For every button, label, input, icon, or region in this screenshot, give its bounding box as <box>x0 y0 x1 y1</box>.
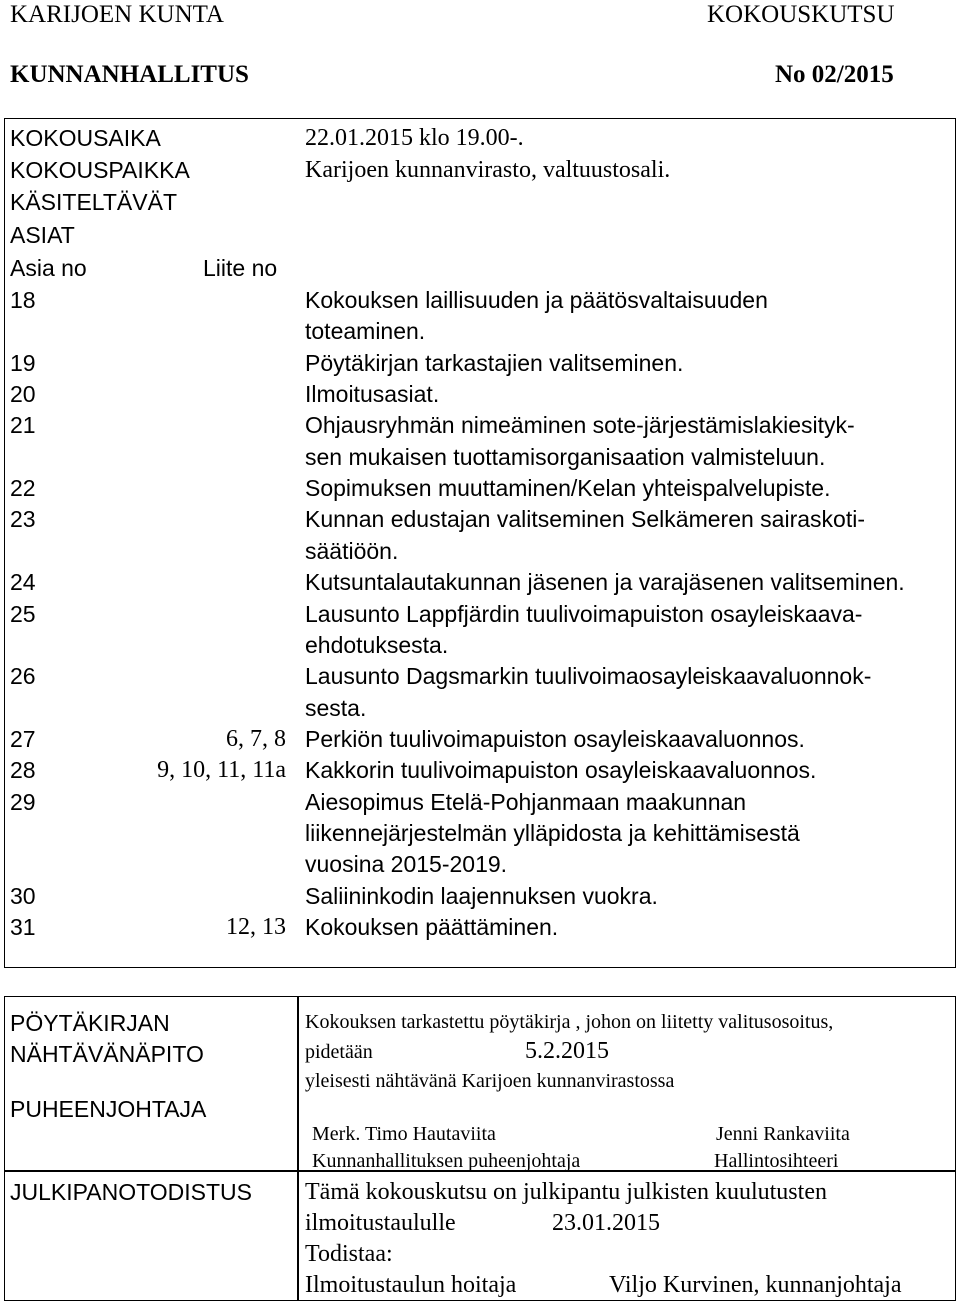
agenda-item-title: liikennejärjestelmän ylläpidosta ja kehittämisestä <box>305 819 800 846</box>
agenda-item-title: Perkiön tuulivoimapuiston osayleiskaavaluonnos. <box>305 725 805 752</box>
agenda-item-number: 27 <box>10 725 36 752</box>
minutes-label-line2: NÄHTÄVÄNÄPITO <box>10 1041 204 1067</box>
municipality-name: KARIJOEN KUNTA <box>10 1 224 28</box>
agenda-item-number: 29 <box>10 788 36 815</box>
agenda-item-title: Kakkorin tuulivoimapuiston osayleiskaavaluonnos. <box>305 757 817 784</box>
certify-text: Todistaa: <box>305 1241 393 1267</box>
agenda-item-number: 21 <box>10 412 36 439</box>
agenda-item-title: Lausunto Dagsmarkin tuulivoimaosayleiskaavaluonnok- <box>305 663 872 690</box>
agenda-item-number: 31 <box>10 914 36 940</box>
agenda-item-title: sen mukaisen tuottamisorganisaation valmisteluun. <box>305 443 826 470</box>
agenda-item-number: 19 <box>10 349 36 376</box>
items-label-line2: ASIAT <box>10 222 75 248</box>
column-header-attachment-no: Liite no <box>203 255 278 281</box>
agenda-item-number: 22 <box>10 475 36 502</box>
agenda-item-number: 24 <box>10 569 36 596</box>
agenda-item-title: Pöytäkirjan tarkastajien valitseminen. <box>305 349 684 376</box>
column-header-item-no: Asia no <box>10 255 87 281</box>
agenda-item-title: säätiöön. <box>305 537 399 564</box>
minutes-text-line1: Kokouksen tarkastettu pöytäkirja , johon on liitetty valitusosoitus, <box>305 1011 834 1033</box>
agenda-item-title: Ilmoitusasiat. <box>305 381 440 408</box>
agenda-item-title: toteaminen. <box>305 318 426 345</box>
meeting-time-label: KOKOUSAIKA <box>10 125 161 151</box>
agenda-item-title: sesta. <box>305 694 367 721</box>
document-type: KOKOUSKUTSU <box>707 1 895 28</box>
agenda-item-number: 18 <box>10 287 36 313</box>
agenda-item-number: 23 <box>10 506 36 533</box>
agenda-item-title: Sopimuksen muuttaminen/Kelan yhteispalvelupiste. <box>305 475 831 502</box>
agenda-item-attachments: 12, 13 <box>226 914 286 940</box>
agenda-item-attachments: 6, 7, 8 <box>226 725 286 752</box>
items-label-line1: KÄSITELTÄVÄT <box>10 189 178 215</box>
agenda-item-number: 28 <box>10 757 36 784</box>
agenda-item-title: vuosina 2015-2019. <box>305 851 508 878</box>
meeting-place-value: Karijoen kunnanvirasto, valtuustosali. <box>305 157 671 183</box>
agenda-item-number: 20 <box>10 381 36 408</box>
agenda-item-title: ehdotuksesta. <box>305 631 449 658</box>
meeting-number: No 02/2015 <box>775 61 894 88</box>
footer-divider-vertical <box>297 996 299 1301</box>
agenda-item-number: 30 <box>10 882 36 909</box>
agenda-item-title: Kokouksen päättäminen. <box>305 914 559 940</box>
publication-text-line2: ilmoitustaululle <box>305 1210 456 1236</box>
chair-name: Merk. Timo Hautaviita <box>312 1123 496 1145</box>
minutes-text-line3: yleisesti nähtävänä Karijoen kunnanvirastossa <box>305 1070 675 1092</box>
minutes-text-line2: pidetään <box>305 1041 373 1063</box>
publication-text-line1: Tämä kokouskutsu on julkipantu julkisten kuulutusten <box>305 1179 827 1205</box>
agenda-item-attachments: 9, 10, 11, 11a <box>157 757 286 784</box>
minutes-label-line1: PÖYTÄKIRJAN <box>10 1010 170 1036</box>
agenda-item-title: Kunnan edustajan valitseminen Selkämeren sairaskoti- <box>305 506 865 533</box>
minutes-date: 5.2.2015 <box>525 1038 609 1064</box>
secretary-name: Jenni Rankaviita <box>716 1123 850 1145</box>
agenda-item-number: 26 <box>10 663 36 690</box>
agenda-item-title: Ohjausryhmän nimeäminen sote-järjestämislakiesityk- <box>305 412 855 439</box>
agenda-item-title: Lausunto Lappfjärdin tuulivoimapuiston osayleiskaava- <box>305 600 863 627</box>
notice-board-keeper-label: Ilmoitustaulun hoitaja <box>305 1272 517 1298</box>
chair-title: Kunnanhallituksen puheenjohtaja <box>312 1150 581 1172</box>
agenda-item-title: Saliininkodin laajennuksen vuokra. <box>305 882 658 909</box>
agenda-item-title: Aiesopimus Etelä-Pohjanmaan maakunnan <box>305 788 747 815</box>
agenda-item-number: 25 <box>10 600 36 627</box>
meeting-place-label: KOKOUSPAIKKA <box>10 157 190 183</box>
publication-date: 23.01.2015 <box>552 1210 660 1236</box>
meeting-time-value: 22.01.2015 klo 19.00-. <box>305 125 524 151</box>
agenda-item-title: Kutsuntalautakunnan jäsenen ja varajäsenen valitseminen. <box>305 569 905 596</box>
agenda-item-title: Kokouksen laillisuuden ja päätösvaltaisuuden <box>305 287 768 313</box>
publication-label: JULKIPANOTODISTUS <box>10 1179 252 1205</box>
board-name: KUNNANHALLITUS <box>10 61 249 88</box>
secretary-title: Hallintosihteeri <box>714 1150 839 1172</box>
notice-board-keeper-name: Viljo Kurvinen, kunnanjohtaja <box>609 1272 902 1298</box>
chair-label: PUHEENJOHTAJA <box>10 1096 207 1122</box>
